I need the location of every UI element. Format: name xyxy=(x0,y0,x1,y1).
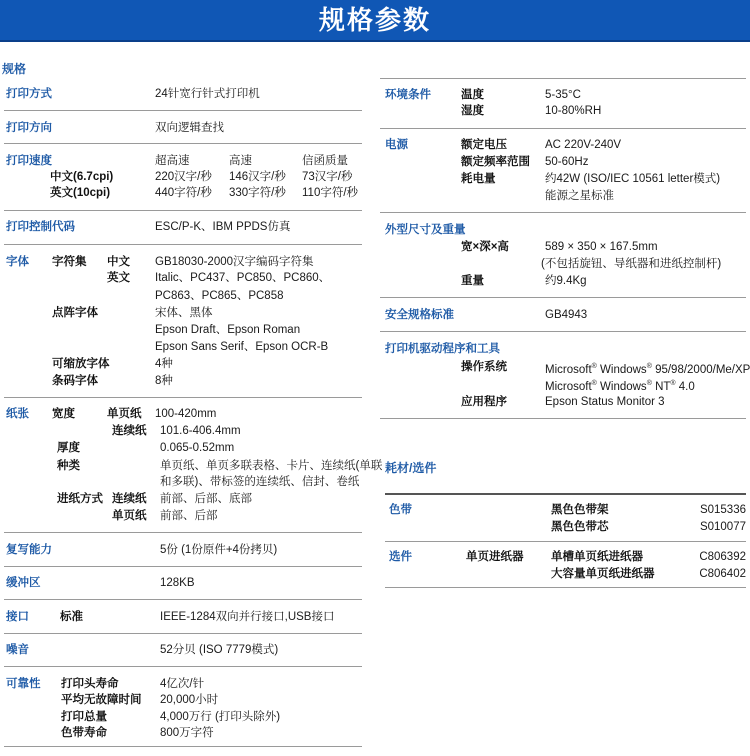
option-item-code: C806392 xyxy=(699,551,746,563)
feed-cut-label: 单页纸 xyxy=(112,510,147,522)
power-item-value: 约42W (ISO/IEC 10561 letter模式) xyxy=(545,173,721,185)
barcode-value: 8种 xyxy=(155,375,173,387)
divider xyxy=(385,587,746,588)
reliability-item-label: 平均无故障时间 xyxy=(61,694,142,706)
reliability-item-label: 色带寿命 xyxy=(61,727,107,739)
app-value: Epson Status Monitor 3 xyxy=(545,396,665,408)
scalable-label: 可缩放字体 xyxy=(52,358,110,370)
env-label: 环境条件 xyxy=(385,89,431,101)
speed-cell: 73汉字/秒 xyxy=(302,171,353,183)
speed-header-high: 高速 xyxy=(229,155,252,167)
bitmap-label: 点阵字体 xyxy=(52,307,98,319)
reliability-label: 可靠性 xyxy=(6,678,41,690)
reliability-item-label: 打印总量 xyxy=(61,711,107,723)
power-item-value: AC 220V-240V xyxy=(545,139,622,151)
page-banner xyxy=(0,0,750,42)
driver-label: 打印机驱动程序和工具 xyxy=(385,343,500,355)
continuous-width: 101.6-406.4mm xyxy=(160,425,241,437)
thickness-label: 厚度 xyxy=(57,442,80,454)
scalable-value: 4种 xyxy=(155,358,173,370)
humidity-value: 10-80%RH xyxy=(545,105,602,117)
ribbon-label: 色带 xyxy=(389,504,412,516)
buffer-value: 128KB xyxy=(160,577,195,589)
reliability-item-value: 800万字符 xyxy=(160,727,214,739)
power-label: 电源 xyxy=(385,139,408,151)
divider xyxy=(380,78,746,79)
paper-type-line: 和多联)、带标签的连续纸、信封、卷纸 xyxy=(160,476,360,488)
os-line-1: Microsoft® Windows® 95/98/2000/Me/XP xyxy=(545,363,750,376)
option-item-name: 单槽单页纸进纸器 xyxy=(551,551,643,563)
weight-value: 约9.4Kg xyxy=(545,275,587,287)
divider xyxy=(4,633,362,634)
divider xyxy=(4,110,362,111)
noise-label: 噪音 xyxy=(6,644,29,656)
english-label: 英文 xyxy=(107,272,130,284)
feed-continuous-value: 前部、后部、底部 xyxy=(160,493,252,505)
speed-cell: 440字符/秒 xyxy=(155,187,212,199)
print-direction-value: 双向逻辑查找 xyxy=(155,122,224,134)
bitmap-line: 宋体、黑体 xyxy=(155,307,213,319)
divider xyxy=(4,143,362,144)
divider xyxy=(380,331,746,332)
safety-label: 安全规格标准 xyxy=(385,309,454,321)
page-title: 规格参数 xyxy=(318,5,431,35)
buffer-label: 缓冲区 xyxy=(6,577,41,589)
control-code-value: ESC/P-K、IBM PPDS仿真 xyxy=(155,221,291,233)
speed-cell: 146汉字/秒 xyxy=(229,171,286,183)
paper-width-label: 宽度 xyxy=(52,408,75,420)
barcode-label: 条码字体 xyxy=(52,375,98,387)
control-code-label: 打印控制代码 xyxy=(6,221,75,233)
ribbon-item-name: 黑色色带架 xyxy=(551,504,609,516)
divider xyxy=(385,493,746,495)
bitmap-line: Epson Draft、Epson Roman xyxy=(155,324,301,336)
consumables-heading: 耗材/选件 xyxy=(385,461,437,475)
speed-cell: 330字符/秒 xyxy=(229,187,286,199)
reliability-item-value: 20,000小时 xyxy=(160,694,219,706)
english-line: Italic、PC437、PC850、PC860、 xyxy=(155,272,331,284)
print-speed-label: 打印速度 xyxy=(6,155,52,167)
divider xyxy=(380,418,746,419)
divider xyxy=(4,599,362,600)
temp-label: 温度 xyxy=(461,89,484,101)
cut-sheet-width: 100-420mm xyxy=(155,408,217,420)
os-label: 操作系统 xyxy=(461,361,507,373)
ribbon-item-name: 黑色色带芯 xyxy=(551,521,609,533)
dimensions-label: 外型尺寸及重量 xyxy=(385,224,466,236)
feed-cut-value: 前部、后部 xyxy=(160,510,218,522)
speed-cell: 110字符/秒 xyxy=(302,187,359,199)
ribbon-item-code: S010077 xyxy=(699,521,746,533)
size-value: 589 × 350 × 167.5mm xyxy=(545,241,658,253)
print-method-label: 打印方式 xyxy=(6,88,52,100)
options-sub-label: 单页进纸器 xyxy=(466,551,524,563)
os-line-2: Microsoft® Windows® NT® 4.0 xyxy=(545,380,695,393)
paper-type-label: 种类 xyxy=(57,460,80,472)
divider xyxy=(4,397,362,398)
divider xyxy=(4,244,362,245)
interface-label: 接口 xyxy=(6,611,29,623)
charset-label: 字符集 xyxy=(52,256,87,268)
thickness-value: 0.065-0.52mm xyxy=(160,442,235,454)
reliability-item-value: 4,000万行 (打印头除外) xyxy=(160,711,281,723)
divider xyxy=(4,746,362,747)
divider xyxy=(4,532,362,533)
divider xyxy=(380,128,746,129)
copy-label: 复写能力 xyxy=(6,544,52,556)
speed-header-lq: 信函质量 xyxy=(302,155,348,167)
copy-value: 5份 (1份原件+4份拷贝) xyxy=(160,544,278,556)
reliability-item-value: 4亿次/针 xyxy=(160,678,205,690)
divider xyxy=(4,566,362,567)
speed-cell: 220汉字/秒 xyxy=(155,171,212,183)
option-item-name: 大容量单页纸进纸器 xyxy=(551,568,655,580)
feed-continuous-label: 连续纸 xyxy=(112,493,147,505)
cut-sheet-label: 单页纸 xyxy=(107,408,142,420)
energy-star: 能源之星标准 xyxy=(545,190,614,202)
print-direction-label: 打印方向 xyxy=(6,122,52,134)
humidity-label: 湿度 xyxy=(461,105,484,117)
chinese-label: 中文 xyxy=(107,256,130,268)
option-item-code: C806402 xyxy=(699,568,746,580)
divider xyxy=(385,541,746,542)
interface-value: IEEE-1284双向并行接口,USB接口 xyxy=(160,611,335,623)
divider xyxy=(380,297,746,298)
english-line: PC863、PC865、PC858 xyxy=(155,290,284,302)
chinese-value: GB18030-2000汉字编码字符集 xyxy=(155,256,314,268)
font-label: 字体 xyxy=(6,256,29,268)
power-item-label: 额定电压 xyxy=(461,139,507,151)
bitmap-line: Epson Sans Serif、Epson OCR-B xyxy=(155,341,329,353)
ribbon-item-code: S015336 xyxy=(699,504,746,516)
app-label: 应用程序 xyxy=(461,396,507,408)
print-method-value: 24针宽行针式打印机 xyxy=(155,88,260,100)
divider xyxy=(4,210,362,211)
temp-value: 5-35°C xyxy=(545,89,581,101)
paper-type-line: 单页纸、单页多联表格、卡片、连续纸(单联 xyxy=(160,460,383,472)
power-item-label: 额定频率范围 xyxy=(461,156,530,168)
feed-label: 进纸方式 xyxy=(57,493,103,505)
power-item-label: 耗电量 xyxy=(461,173,496,185)
divider xyxy=(380,212,746,213)
paper-label: 纸张 xyxy=(6,408,29,420)
options-label: 选件 xyxy=(389,551,412,563)
interface-sub-label: 标准 xyxy=(60,611,83,623)
spec-heading: 规格 xyxy=(2,62,27,76)
power-item-value: 50-60Hz xyxy=(545,156,589,168)
continuous-label: 连续纸 xyxy=(112,425,147,437)
speed-header-ultra: 超高速 xyxy=(155,155,190,167)
noise-value: 52分贝 (ISO 7779模式) xyxy=(160,644,279,656)
size-note: (不包括旋钮、导纸器和进纸控制杆) xyxy=(541,258,722,270)
size-label: 宽×深×高 xyxy=(461,241,509,253)
divider xyxy=(4,666,362,667)
weight-label: 重量 xyxy=(461,275,484,287)
speed-row-label: 中文(6.7cpi) xyxy=(50,171,114,183)
safety-value: GB4943 xyxy=(545,309,588,321)
speed-row-label: 英文(10cpi) xyxy=(50,187,111,199)
reliability-item-label: 打印头寿命 xyxy=(61,678,119,690)
